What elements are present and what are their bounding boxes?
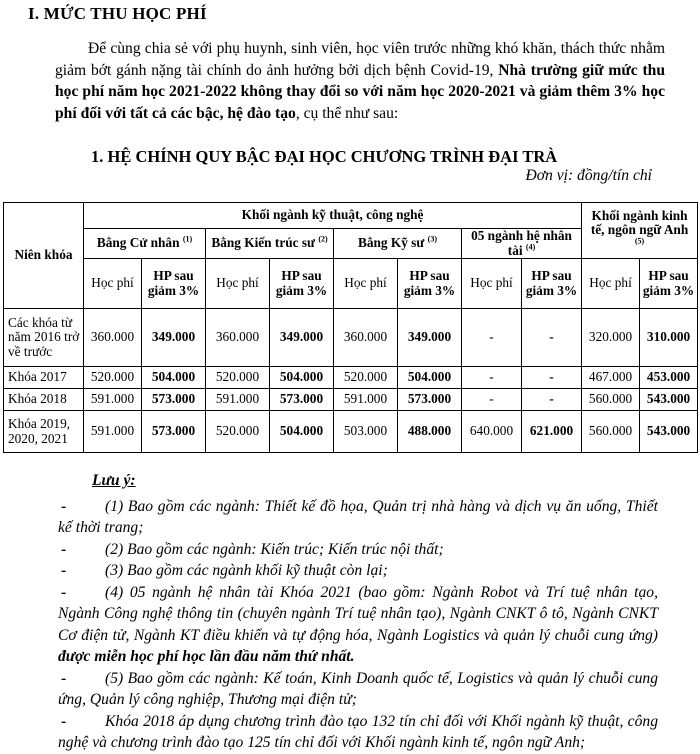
cell-value: 360.000 <box>206 309 270 367</box>
cell-value: - <box>462 367 522 389</box>
header-hp-sau-giam: HP sau giảm 3% <box>640 259 698 309</box>
header-cu-nhan-sup: (1) <box>182 234 193 244</box>
cell-value: 320.000 <box>582 309 640 367</box>
cell-value: 520.000 <box>206 367 270 389</box>
header-group-econ-sup: (5) <box>634 236 645 246</box>
note-dash: - <box>61 562 67 579</box>
cell-value: - <box>522 309 582 367</box>
cell-value: 591.000 <box>84 411 142 453</box>
intro-bold: Nhà trường giữ mức thu học phí năm học 2021-2022 không thay đổi so với năm học 2020-2021 và giảm thêm 3% học phí đối với tất cả các bậc, hệ đào tạo <box>55 61 665 122</box>
row-label: Khóa 2017 <box>4 367 84 389</box>
row-label: Các khóa từ năm 2016 trở về trước <box>4 309 84 367</box>
cell-value: 349.000 <box>142 309 206 367</box>
cell-value: 591.000 <box>206 389 270 411</box>
intro-end: , cụ thể như sau: <box>295 104 399 122</box>
header-hoc-phi: Học phí <box>84 259 142 309</box>
note-6 <box>58 711 658 754</box>
header-hoc-phi: Học phí <box>462 259 522 309</box>
notes-section <box>58 470 658 754</box>
cell-value: 573.000 <box>142 411 206 453</box>
cell-value: 520.000 <box>84 367 142 389</box>
note-text: (2) Bao gồm các ngành: Kiến trúc; Kiến trúc nội thất; <box>105 540 444 558</box>
note-dash: - <box>61 583 67 601</box>
header-group-tech: Khối ngành kỹ thuật, công nghệ <box>84 203 582 229</box>
cell-value: - <box>462 389 522 411</box>
table-row <box>4 411 698 453</box>
intro-plain: Để cùng chia sẻ với phụ huynh, sinh viên, học viên trước những khó khăn, thách thức nhằm giảm bớt gánh nặng tài chính do ảnh hưởng bởi dịch bệnh Covid-19, <box>55 40 665 79</box>
cell-value: 560.000 <box>582 389 640 411</box>
cell-value: 573.000 <box>142 389 206 411</box>
intro-paragraph <box>55 38 665 124</box>
header-hoc-phi: Học phí <box>582 259 640 309</box>
cell-value: 591.000 <box>334 389 398 411</box>
cell-value: 504.000 <box>398 367 462 389</box>
header-cu-nhan-label: Bằng Cử nhân <box>96 235 180 251</box>
header-hp-sau-giam: HP sau giảm 3% <box>522 259 582 309</box>
cell-value: 573.000 <box>398 389 462 411</box>
header-ky-su-label: Bằng Kỹ sư <box>357 235 425 251</box>
unit-label: Đơn vị: đồng/tín chỉ <box>525 167 652 184</box>
cell-value: 488.000 <box>398 411 462 453</box>
cell-value: 503.000 <box>334 411 398 453</box>
cell-value: 349.000 <box>398 309 462 367</box>
header-hp-sau-giam: HP sau giảm 3% <box>142 259 206 309</box>
header-nhan-tai-label: 05 ngành hệ nhân tài <box>471 228 572 258</box>
table-row <box>4 389 698 411</box>
header-nien-khoa: Niên khóa <box>4 203 84 309</box>
note-dash: - <box>61 497 67 515</box>
cell-value: 360.000 <box>84 309 142 367</box>
note-4-bold: được miễn học phí học lần đầu năm thứ nhất. <box>58 648 355 665</box>
header-ky-su <box>334 229 462 259</box>
header-kien-truc-su-sup: (2) <box>318 234 328 244</box>
header-hoc-phi: Học phí <box>206 259 270 309</box>
cell-value: 543.000 <box>640 389 698 411</box>
notes-title: Lưu ý: <box>92 472 136 489</box>
section-heading: I. MỨC THU HỌC PHÍ <box>28 4 207 23</box>
header-kien-truc-su <box>206 229 334 259</box>
header-hp-sau-giam: HP sau giảm 3% <box>398 259 462 309</box>
cell-value: 520.000 <box>334 367 398 389</box>
cell-value: 360.000 <box>334 309 398 367</box>
header-group-econ <box>582 203 698 259</box>
table-row <box>4 309 698 367</box>
cell-value: 504.000 <box>270 411 334 453</box>
cell-value: 560.000 <box>582 411 640 453</box>
note-dash: - <box>61 669 67 687</box>
note-4 <box>58 582 658 668</box>
note-text: (5) Bao gồm các ngành: Kế toán, Kinh Doanh quốc tế, Logistics và quản lý chuỗi cung ứng, Quản lý công nghiệp, Thương mại điện tử; <box>58 669 658 708</box>
cell-value: 467.000 <box>582 367 640 389</box>
cell-value: 621.000 <box>522 411 582 453</box>
cell-value: 453.000 <box>640 367 698 389</box>
cell-value: 520.000 <box>206 411 270 453</box>
cell-value: 349.000 <box>270 309 334 367</box>
row-label: Khóa 2018 <box>4 389 84 411</box>
note-text: Khóa 2018 áp dụng chương trình đào tạo 132 tín chỉ đối với Khối ngành kỹ thuật, công nghệ và chương trình đào tạo 125 tín chỉ đối với Khối ngành kinh tế, ngôn ngữ Anh; <box>58 712 658 751</box>
note-text: (3) Bao gồm các ngành khối kỹ thuật còn lại; <box>105 562 388 579</box>
note-text: (1) Bao gồm các ngành: Thiết kế đồ họa, Quản trị nhà hàng và dịch vụ ăn uống, Thiết kế thời trang; <box>58 497 658 536</box>
row-label: Khóa 2019, 2020, 2021 <box>4 411 84 453</box>
table-header-row-1 <box>4 203 698 229</box>
note-dash: - <box>61 712 67 730</box>
table-header-row-3 <box>4 259 698 309</box>
header-nhan-tai-sup: (4) <box>525 242 536 252</box>
subheading: 1. HỆ CHÍNH QUY BẬC ĐẠI HỌC CHƯƠNG TRÌNH ĐẠI TRÀ <box>91 147 558 166</box>
note-2 <box>58 539 658 561</box>
header-kien-truc-su-label: Bằng Kiến trúc sư <box>211 235 315 251</box>
cell-value: 591.000 <box>84 389 142 411</box>
header-ky-su-sup: (3) <box>427 234 437 244</box>
note-text: (4) 05 ngành hệ nhân tài Khóa 2021 (bao gồm: Ngành Robot và Trí tuệ nhân tạo, Ngành Công nghệ thông tin (chuyên ngành Trí tuệ nhân tạo), Ngành CNKT ô tô, Ngành CNKT Cơ điện tử, Ngành KT điều khiển và tự động hóa, Ngành Logistics và quản lý chuỗi cung ứng) <box>58 583 658 644</box>
cell-value: 573.000 <box>270 389 334 411</box>
note-1 <box>58 496 658 539</box>
cell-value: - <box>522 367 582 389</box>
cell-value: 504.000 <box>270 367 334 389</box>
cell-value: 640.000 <box>462 411 522 453</box>
cell-value: 543.000 <box>640 411 698 453</box>
header-hp-sau-giam: HP sau giảm 3% <box>270 259 334 309</box>
cell-value: - <box>462 309 522 367</box>
header-hoc-phi: Học phí <box>334 259 398 309</box>
cell-value: - <box>522 389 582 411</box>
note-5 <box>58 668 658 711</box>
header-group-econ-label: Khối ngành kinh tế, ngôn ngữ Anh <box>590 207 689 238</box>
note-dash: - <box>61 540 67 558</box>
table-row <box>4 367 698 389</box>
header-cu-nhan <box>84 229 206 259</box>
note-3 <box>58 560 658 582</box>
cell-value: 310.000 <box>640 309 698 367</box>
cell-value: 504.000 <box>142 367 206 389</box>
header-nhan-tai <box>462 229 582 259</box>
tuition-table <box>3 202 698 453</box>
